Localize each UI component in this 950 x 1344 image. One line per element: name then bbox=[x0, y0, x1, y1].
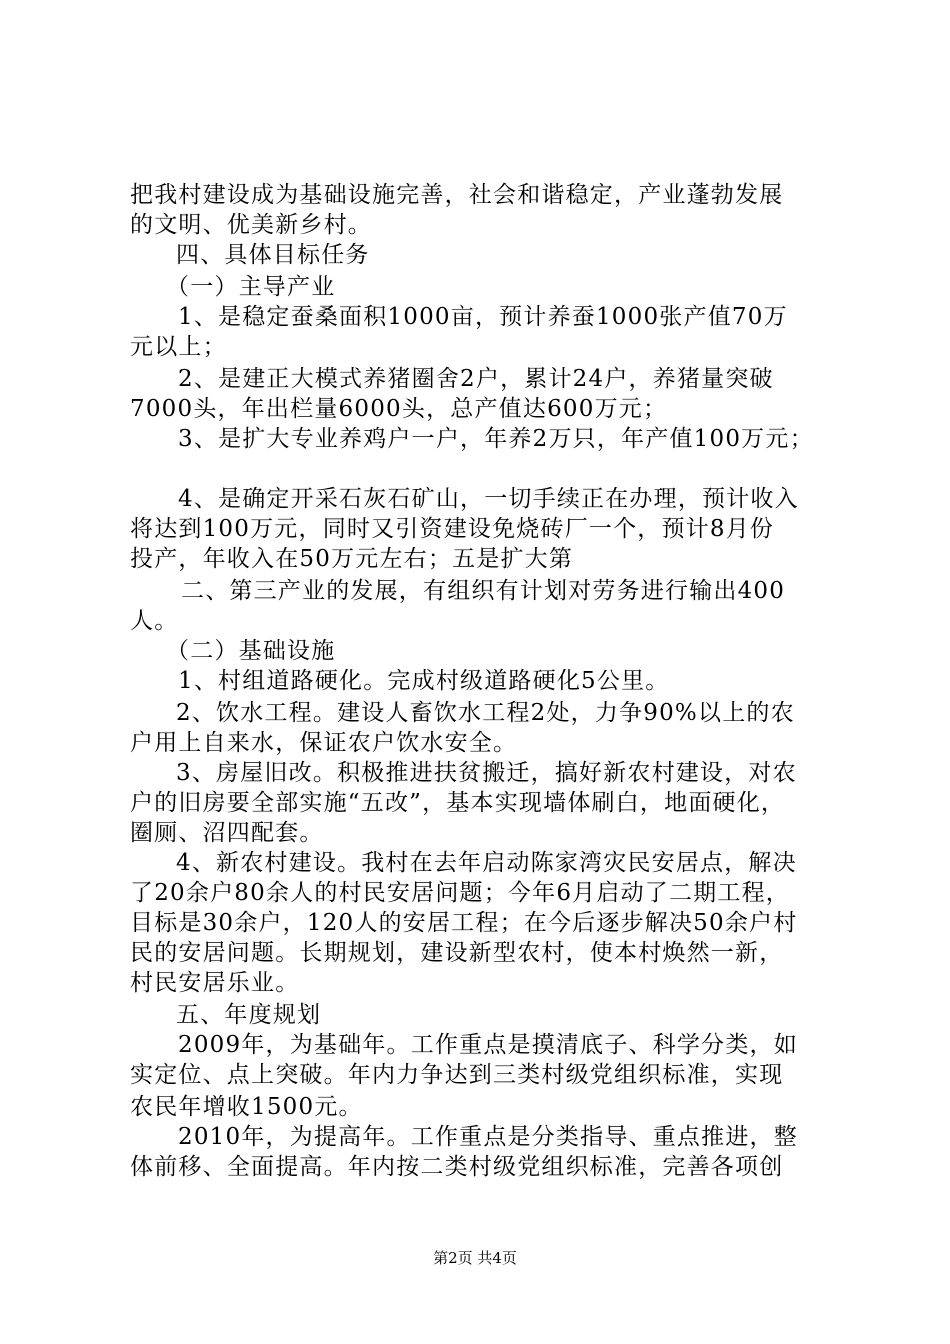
text-line: 圈厕、沼四配套。 bbox=[130, 820, 324, 846]
subsection-heading: （二）基础设施 bbox=[166, 638, 336, 664]
page-footer: 第2页 共4页 bbox=[433, 1249, 517, 1267]
text-line: 4、新农村建设。我村在去年启动陈家湾灾民安居点，解决 bbox=[176, 850, 797, 876]
text-line: 农民年增收1500元。 bbox=[130, 1094, 363, 1120]
text-line: 户的旧房要全部实施“五改”，基本实现墙体刷白，地面硬化， bbox=[130, 790, 786, 816]
text-line: 实定位、点上突破。年内力争达到三类村级党组织标准，实现 bbox=[130, 1062, 784, 1088]
text-line: 4、是确定开采石灰石矿山，一切手续正在办理，预计收入 bbox=[178, 486, 799, 512]
section-heading: 五、年度规划 bbox=[176, 1002, 322, 1028]
section-heading: 四、具体目标任务 bbox=[176, 242, 370, 268]
text-line: 人。 bbox=[130, 608, 179, 634]
text-line: 2009年，为基础年。工作重点是摸清底子、科学分类，如 bbox=[178, 1032, 798, 1058]
subsection-heading: （一）主导产业 bbox=[166, 274, 336, 300]
text-line: 2010年，为提高年。工作重点是分类指导、重点推进，整 bbox=[178, 1124, 798, 1150]
text-line: 3、房屋旧改。积极推进扶贫搬迁，搞好新农村建设，对农 bbox=[176, 760, 797, 786]
text-line: 民的安居问题。长期规划，建设新型农村，使本村焕然一新， bbox=[130, 940, 784, 966]
text-line: 二、第三产业的发展，有组织有计划对劳务进行输出400 bbox=[181, 578, 786, 604]
text-line: 村民安居乐业。 bbox=[130, 970, 300, 996]
text-line: 户用上自来水，保证农户饮水安全。 bbox=[130, 730, 518, 756]
text-line: 2、是建正大模式养猪圈舍2户，累计24户，养猪量突破 bbox=[178, 366, 774, 392]
text-line: 1、是稳定蚕桑面积1000亩，预计养蚕1000张产值70万 bbox=[178, 304, 788, 330]
text-line: 2、饮水工程。建设人畜饮水工程2处，力争90%以上的农 bbox=[176, 700, 795, 726]
text-line: 把我村建设成为基础设施完善，社会和谐稳定，产业蓬勃发展 bbox=[130, 182, 784, 208]
text-line: 的文明、优美新乡村。 bbox=[130, 212, 372, 238]
text-line: 体前移、全面提高。年内按二类村级党组织标准，完善各项创 bbox=[130, 1154, 784, 1180]
text-line: 元以上； bbox=[130, 334, 227, 360]
text-line: 7000头，年出栏量6000头，总产值达600万元； bbox=[130, 396, 668, 422]
text-line: 3、是扩大专业养鸡户一户，年养2万只，年产值100万元； bbox=[178, 426, 814, 452]
text-line: 1、村组道路硬化。完成村级道路硬化5公里。 bbox=[178, 668, 670, 694]
text-line: 目标是30余户，120人的安居工程；在今后逐步解决50余户村 bbox=[130, 910, 798, 936]
text-line: 投产，年收入在50万元左右；五是扩大第 bbox=[130, 546, 574, 572]
text-line: 了20余户80余人的村民安居问题；今年6月启动了二期工程， bbox=[130, 880, 790, 906]
text-line: 将达到100万元，同时又引资建设免烧砖厂一个，预计8月份 bbox=[130, 516, 775, 542]
